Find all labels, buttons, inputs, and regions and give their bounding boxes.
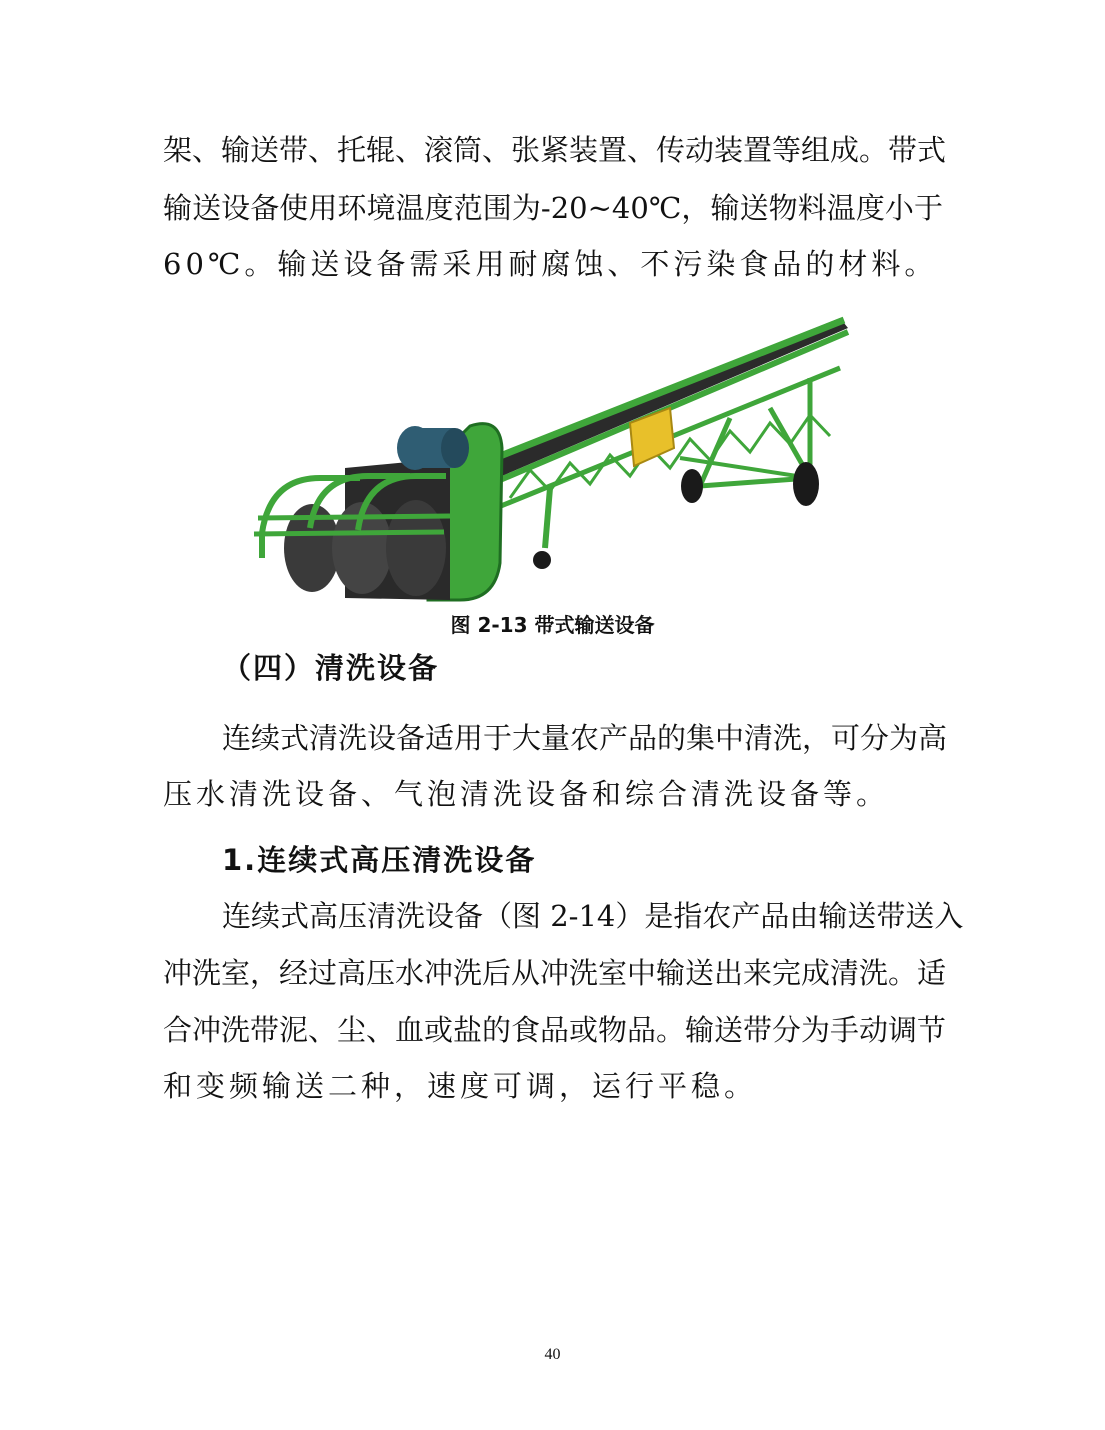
figure-caption: 图 2-13 带式输送设备 [450,613,655,637]
paragraph-3-line-2: 冲洗室，经过高压水冲洗后从冲洗室中输送出来完成清洗。适 [163,956,947,990]
cage-rail [258,516,450,518]
belt-conveyor-figure [250,308,860,606]
paragraph-3-line-3: 合冲洗带泥、尘、血或盐的食品或物品。输送带分为手动调节 [163,1013,947,1047]
paragraph-1-line-3: 60℃。输送设备需采用耐腐蚀、不污染食品的材料。 [163,247,938,281]
paragraph-2-line-1: 连续式清洗设备适用于大量农产品的集中清洗，可分为高 [222,721,948,755]
wheel [793,462,819,506]
paragraph-2-line-2: 压水清洗设备、气泡清洗设备和综合清洗设备等。 [163,777,890,811]
paragraph-1-line-1: 架、输送带、托辊、滚筒、张紧装置、传动装置等组成。带式 [163,133,947,167]
caster-wheel [533,551,551,569]
paragraph-3-line-4: 和变频输送二种，速度可调，运行平稳。 [163,1069,758,1103]
page-number: 40 [544,1346,561,1363]
wheel [681,469,703,503]
front-leg [545,488,550,548]
paragraph-3-line-1: 连续式高压清洗设备（图 2-14）是指农产品由输送带送入 [222,899,964,933]
support-leg [700,418,730,486]
cage-rail [254,532,444,534]
paragraph-1-line-2: 输送设备使用环境温度范围为-20~40℃，输送物料温度小于 [163,191,943,225]
subsection-heading: 1.连续式高压清洗设备 [222,843,537,877]
section-heading: （四）清洗设备 [222,651,440,685]
